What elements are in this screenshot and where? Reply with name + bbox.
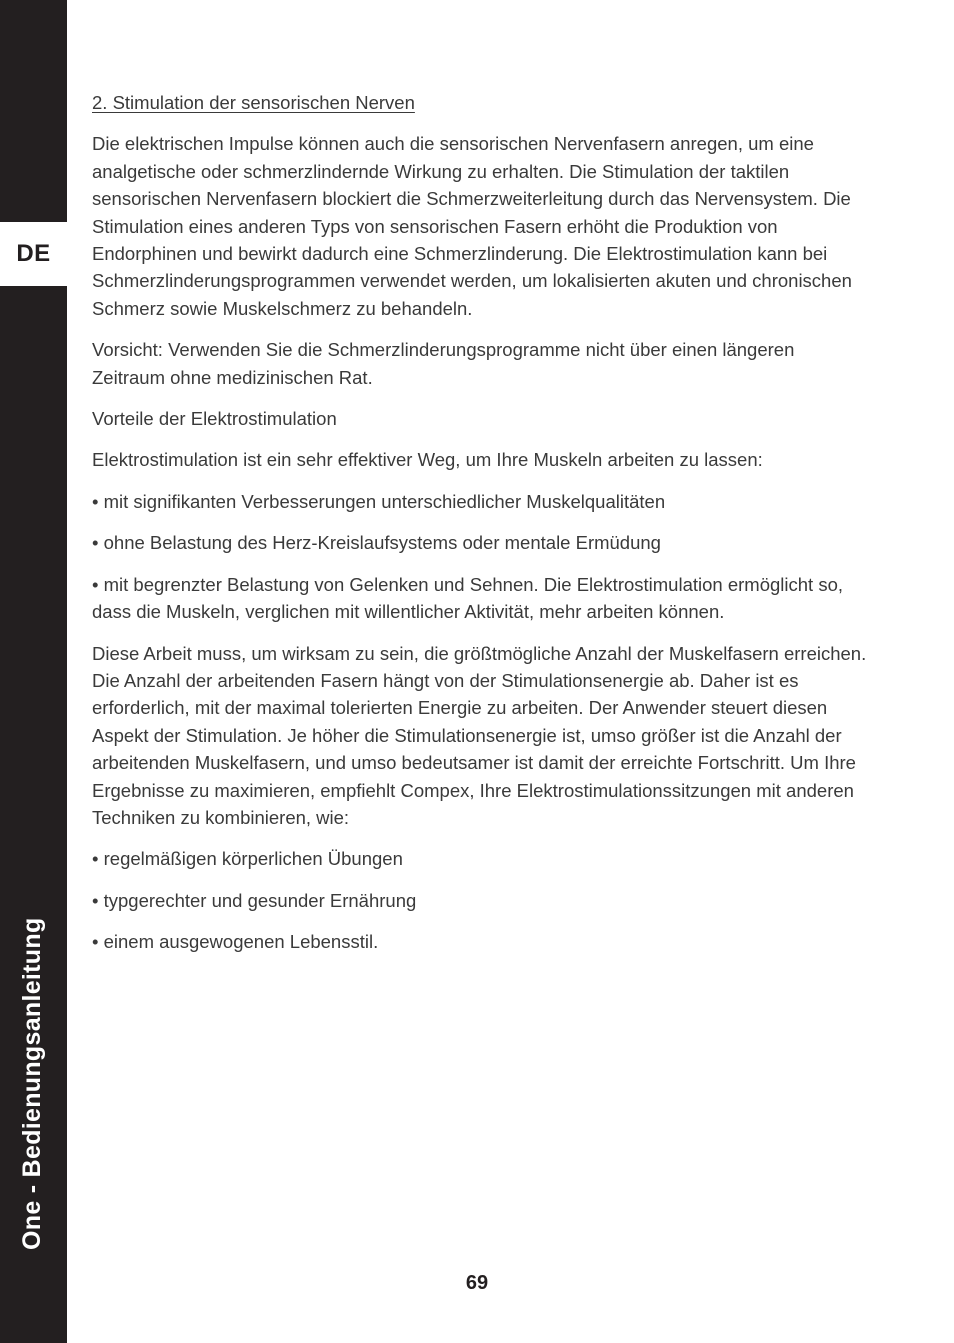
section-heading: 2. Stimulation der sensorischen Nerven bbox=[92, 92, 415, 113]
paragraph-intro-list: Elektrostimulation ist ein sehr effektiver Weg, um Ihre Muskeln arbeiten zu lassen: bbox=[92, 449, 763, 471]
paragraph-caution: Vorsicht: Verwenden Sie die Schmerzlinderungsprogramme nicht über einen längeren Zeitraum ohne medizinischen Rat. bbox=[92, 339, 795, 388]
side-bar bbox=[0, 0, 67, 1343]
list-item: • mit signifikanten Verbesserungen unterschiedlicher Muskelqualitäten bbox=[92, 490, 666, 512]
page-number: 69 bbox=[465, 1272, 489, 1294]
list-item: • mit begrenzter Belastung von Gelenken und Sehnen. Die Elektrostimulation ermöglicht so, dass die Muskeln, verglichen mit willentlicher Aktivität, mehr arbeiten können. bbox=[92, 573, 843, 623]
page-content bbox=[92, 89, 867, 970]
list-item: • einem ausgewogenen Lebensstil. bbox=[92, 931, 379, 953]
subheading-advantages: Vorteile der Elektrostimulation bbox=[92, 408, 337, 430]
paragraph-sensory-nerves: Die elektrischen Impulse können auch die sensorischen Nervenfasern anregen, um eine analgetische oder schmerzlindernde Wirkung zu erhalten. Die Stimulation der taktilen sensorischen Nervenfasern blockiert die Schmerzweiterleitung durch das Nervensystem. Die Stimulation eines anderen Typs von sensorischen Fasern erhöht die Produktion von Endorphinen und bewirkt dadurch eine Schmerzlinderung. Die Elektrostimulation kann bei Schmerzlinderungsprogrammen verwendet werden, um lokalisierten akuten und chronischen Schmerz sowie Muskelschmerz zu behandeln. bbox=[92, 133, 852, 319]
paragraph-work: Diese Arbeit muss, um wirksam zu sein, die größtmögliche Anzahl der Muskelfasern erreichen. Die Anzahl der arbeitenden Fasern hängt von der Stimulationsenergie ab. Daher ist es erforderlich, mit der maximal tolerierten Energie zu arbeiten. Der Anwender steuert diesen Aspekt der Stimulation. Je höher die Stimulationsenergie ist, umso größer ist die Anzahl der arbeitenden Muskelfasern, und umso bedeutsamer ist damit der erreichte Fortschritt. Um Ihre Ergebnisse zu maximieren, empfiehlt Compex, Ihre Elektrostimulationssitzungen mit anderen Techniken zu kombinieren, wie: bbox=[92, 642, 867, 828]
list-item: • typgerechter und gesunder Ernährung bbox=[92, 889, 417, 911]
language-tab bbox=[0, 222, 67, 286]
list-item: • ohne Belastung des Herz-Kreislaufsystems oder mentale Ermüdung bbox=[92, 532, 661, 554]
manual-title-vertical: One - Bedienungsanleitung bbox=[18, 917, 46, 1250]
list-item: • regelmäßigen körperlichen Übungen bbox=[92, 848, 403, 870]
language-code: DE bbox=[16, 240, 51, 267]
